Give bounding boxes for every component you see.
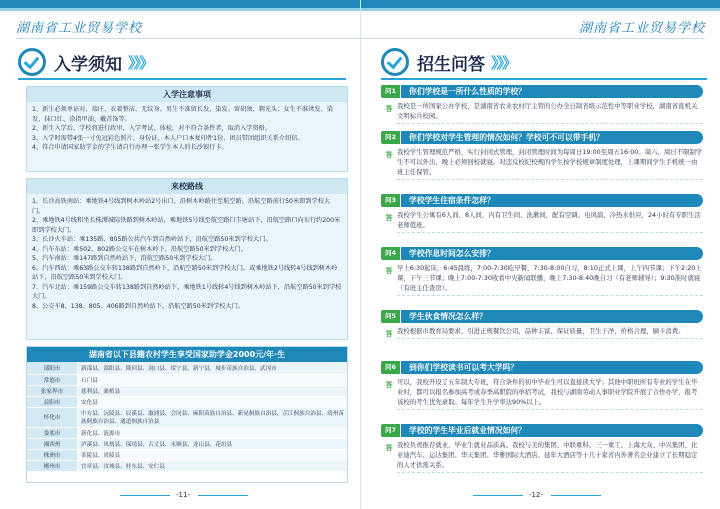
top-band-accent [0, 8, 360, 11]
city-cell: 邵阳市 [27, 362, 78, 374]
page-number-rule [198, 495, 248, 496]
school-name: 湖南省工业贸易学校 [578, 21, 705, 36]
notice-item: 3、入学时需带4张一寸免冠彩色照片、身份证、本人户口本复印件1份、团员带团组织关系介绍信。 [32, 134, 304, 142]
notice-item: 2、新生入学后，学校将进行政审，入学考试、体检，对不符合条件者，取消入学资格。 [32, 125, 272, 132]
question-text: 到你们学校读书可以考大学吗？ [401, 361, 703, 374]
page-number: - 11 - [176, 491, 190, 499]
answer-text: 早上6:30起床，6:45晨练，7:00-7:30吃早餐，7:30-8:00自习，8:10正式上课，上午四节课；下午2:20上课，下午三节课；晚上7:00-7:30收看中央新闻联播，晚上7:30-8:40晚自习（有老师辅导）；9:30准时就寝（有班主任查房）。 [397, 263, 703, 296]
answer-badge: 答 [385, 444, 393, 452]
question-badge: 问1 [381, 85, 400, 98]
header-divider [16, 38, 360, 39]
qa-item [381, 130, 703, 180]
table-row [27, 362, 347, 374]
table-row [27, 407, 347, 427]
section-divider [381, 78, 707, 80]
question-text: 学校的学生毕业后就业情况如何？ [401, 424, 703, 437]
subsidy-box [26, 346, 348, 483]
table-row [27, 427, 347, 438]
question-text: 你们学校是一所什么性质的学校？ [401, 85, 703, 98]
section-title: 招生问答 [417, 54, 485, 75]
question-badge: 问7 [381, 424, 400, 437]
notice-title: 入学注意事项 [27, 87, 347, 102]
route-item: 8、公交车8、138、805、406路到自然岭站下，沿航空路50米到学校大门。 [32, 302, 245, 310]
page-number-rule [473, 495, 523, 496]
top-band [361, 0, 720, 8]
page-number-rule [551, 495, 601, 496]
question-text: 学校学生住宿条件怎样？ [401, 194, 703, 207]
counties-cell: 石门县 [78, 374, 348, 385]
route-box [26, 178, 348, 340]
table-row [27, 449, 347, 460]
route-item: 1、长沙高铁南站：乘地铁4号线到树木岭站2号出口，沿树木岭路往至航空路，沿航空路前行50米即到学校大门。 [32, 198, 331, 215]
notice-list [27, 102, 347, 156]
top-band-accent [361, 8, 720, 11]
qa-item [381, 246, 703, 296]
section-header-faq [381, 48, 515, 76]
subsidy-title: 湖南省以下县籍农村学生享受国家助学金2000元/年·生 [27, 347, 347, 362]
counties-cell: 中方县、沅陵县、辰溪县、溆浦县、会同县、麻阳苗族自治县、新晃侗族自治县、芷江侗族自治县、靖州苗族侗族自治县、通道侗族自治县 [78, 407, 348, 427]
qa-item [381, 360, 703, 410]
city-cell: 怀化市 [27, 407, 78, 427]
answer-text: 我校根据市教育局要求，引进正规餐饮公司，品种丰富、保证质量，卫生干净，价格合理，刷卡消费。 [397, 326, 703, 339]
chevrons-icon: 》》》 [128, 53, 153, 72]
question-badge: 问5 [381, 310, 400, 323]
route-item: 4、汽车东站：乘502、802路公交车在树木岭下，沿航空路50米到学校大门。 [32, 245, 247, 253]
city-cell: 娄底市 [27, 427, 78, 438]
route-item: 2、乘地铁4号线和坐长株潭城际铁路到树木岭站，乘地铁5号线至航空路口圭塘站下，沿航空路口向东行约200米即到学校大门。 [32, 217, 341, 234]
counties-cell: 茶陵县、炎陵县 [78, 449, 348, 460]
chevrons-icon: 》》》 [491, 53, 516, 72]
table-row [27, 385, 347, 396]
counties-cell: 新化县、涟源市 [78, 427, 348, 438]
answer-text: 可以，我校开设了五年制大专班，符合条件的初中毕业生可以直接读大学；其他中职班所有专业的学生在毕业时，都可以报名参加高考或春季高职院的单招考试，我校与湖南劳动人事职业学院开展了合作办学，报考该校的考生优先录取。每年学生升学率达90%以上。 [397, 377, 703, 410]
school-name: 湖南省工业贸易学校 [16, 21, 143, 36]
qa-item [381, 193, 703, 233]
counties-cell: 宜章县、汝城县、桂东县、安仁县 [78, 460, 348, 471]
city-cell: 益阳市 [27, 396, 78, 407]
top-band [0, 0, 360, 8]
answer-text: 我校是一所国家公办学校，是湖南省农业农村厅主管的公办全日制省级示范性中等职业学校，湖南省直机关文明标兵校园。 [397, 101, 703, 124]
page-number-rule [120, 495, 170, 496]
route-list [27, 194, 347, 314]
counties-cell: 安化县 [78, 396, 348, 407]
city-cell: 郴州市 [27, 460, 78, 471]
qa-item [381, 309, 703, 339]
answer-badge: 答 [385, 105, 393, 113]
counties-cell: 新邵县、邵阳县、隆回县、洞口县、绥宁县、新宁县、城步苗族自治县、武冈市 [78, 362, 348, 374]
qa-item [381, 423, 703, 473]
answer-text: 我校学生公寓有6人间、8人间，内有卫生间、洗漱间，配有空调、电风扇、冷热水供应，24小时有专职生活老师值班。 [397, 210, 703, 233]
city-cell: 湘西州 [27, 438, 78, 449]
section-divider [18, 78, 346, 80]
right-page [360, 0, 720, 509]
table-row [27, 438, 347, 449]
check-circle-icon [18, 48, 46, 76]
route-item: 6、汽车西站：乘63路公交车转138路到自然岭下，沿航空路50米到学校大门。或乘地铁2号线转4号线到树木岭站下，沿航空路50米到学校大门。 [32, 264, 338, 281]
question-badge: 问6 [381, 361, 400, 374]
answer-text: 我校负责推荐就业，毕业生就业品质高。我校与美的集团、中联重科、三一重工、上海大众、中兴集团、比亚迪汽车、运达集团、华天集团、华雅国际大酒店、延年大酒店等十几十家省内外著名企业建立了长期稳定的人才供需关系。 [397, 440, 703, 473]
route-item: 7、汽车北站：乘159路公交车转138路到自然岭站下，乘地铁1号线转4号线到树木岭站下，沿航空路50米到学校大门。 [32, 283, 342, 300]
route-item: 3、长沙火车站：乘135路、805路公共汽车到自然岭站下，沿航空路50米到学校大门。 [32, 236, 272, 243]
answer-badge: 答 [385, 151, 393, 159]
answer-badge: 答 [385, 330, 393, 338]
question-text: 你们学校对学生管理的情况如何？学校可不可以带手机？ [401, 131, 703, 144]
city-cell: 张家界市 [27, 385, 78, 396]
section-title: 入学须知 [54, 54, 122, 75]
counties-cell: 慈利县、桑植县 [78, 385, 348, 396]
notice-box [26, 86, 348, 172]
question-badge: 问4 [381, 247, 400, 260]
question-text: 学生伙食情况怎么样？ [401, 310, 703, 323]
subsidy-table [27, 362, 347, 472]
route-title: 来校路线 [27, 179, 347, 194]
answer-badge: 答 [385, 214, 393, 222]
section-header-admission [18, 48, 152, 76]
counties-cell: 泸溪县、凤凰县、保靖县、古丈县、永顺县、龙山县、花垣县 [78, 438, 348, 449]
page-number-value: 12 [531, 491, 541, 499]
answer-badge: 答 [385, 381, 393, 389]
city-cell: 株洲市 [27, 449, 78, 460]
page-number: - 12 - [529, 491, 543, 499]
city-cell: 常德市 [27, 374, 78, 385]
route-item: 5、汽车南站：乘147路到自然岭站下，沿航空路50米到学校大门。 [32, 255, 217, 262]
notice-item: 4、符合申请国家助学金的学生请自行办理一张学生本人的长沙银行卡。 [32, 144, 228, 151]
question-text: 学校作息时间怎么安排？ [401, 247, 703, 260]
qa-item [381, 84, 703, 124]
answer-text: 我校学生管理规范严格，实行封闭式管理，封闭管理时间为每周日19:00至周五16:00。周六、周日不限制学生不可以外出，晚上必须回校就寝。对违反校纪校规的学生按学校规章制度处理，上课期间学生手机统一由班主任保管。 [397, 147, 703, 180]
notice-item: 1、新生必须单证对、端庄、衣着整洁、无纹身。男生不准留长发、染发、留胡须、剃光头；女生不准烫发、染发、抹口红、涂指甲油、戴首饰等。 [32, 106, 333, 123]
table-row [27, 396, 347, 407]
table-row [27, 374, 347, 385]
page-number-value: 11 [178, 491, 188, 499]
answer-badge: 答 [385, 267, 393, 275]
question-badge: 问3 [381, 194, 400, 207]
check-circle-icon [381, 48, 409, 76]
table-row [27, 460, 347, 471]
header-divider [361, 38, 705, 39]
question-badge: 问2 [381, 131, 400, 144]
